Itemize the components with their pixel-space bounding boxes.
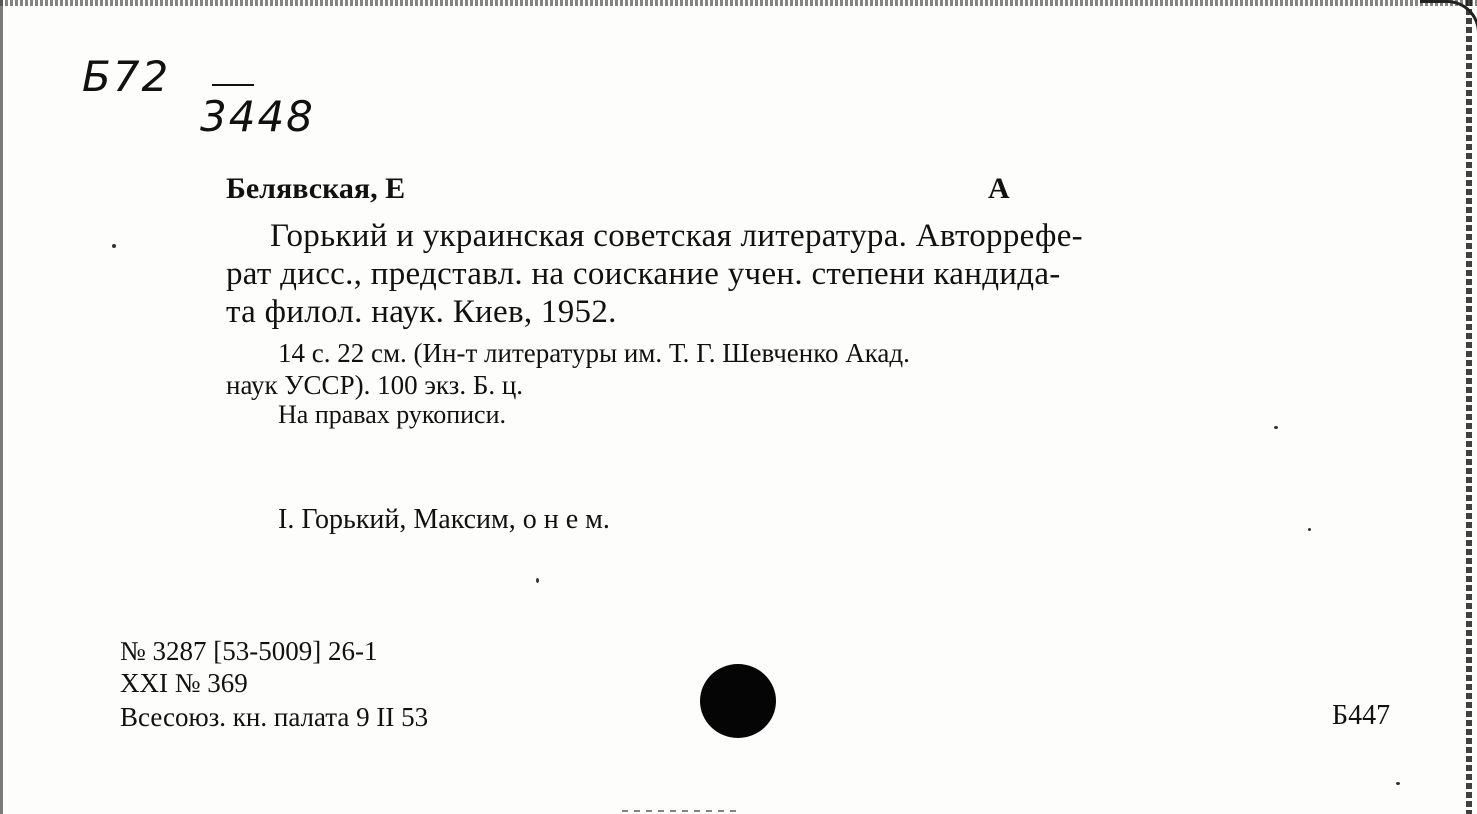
catalog-series-line: XXI № 369 <box>120 668 248 698</box>
title-line: рат дисс., представл. на соискание учен. степени кандида- <box>226 256 1061 292</box>
punch-hole <box>700 664 776 738</box>
bottom-edge-mark <box>622 810 742 812</box>
speck <box>1396 782 1400 785</box>
speck <box>112 244 116 248</box>
catalog-publisher-line: Всесоюз. кн. палата 9 II 53 <box>120 702 429 732</box>
subject-heading: I. Горький, Максим, о н е м. <box>278 504 610 535</box>
rights-note: На правах рукописи. <box>278 400 506 429</box>
handwritten-shelfmark-2: 3448 <box>200 92 315 141</box>
author-heading: Белявская, Е <box>226 172 406 205</box>
description-line: наук УССР). 100 экз. Б. ц. <box>226 370 524 400</box>
title-line: та филол. наук. Киев, 1952. <box>226 294 617 330</box>
handwritten-shelfmark-1: Б72 <box>82 52 171 101</box>
catalog-code: Б447 <box>1332 700 1391 731</box>
class-mark: А <box>988 172 1010 205</box>
handwritten-bar <box>212 84 254 86</box>
speck <box>1308 528 1311 531</box>
speck <box>536 578 539 583</box>
speck <box>1274 426 1278 429</box>
card-left-edge <box>0 0 3 814</box>
card-top-edge <box>0 0 1477 6</box>
card-right-edge <box>1466 0 1472 814</box>
title-line: Горький и украинская советская литература. Авторрефе- <box>270 218 1083 254</box>
description-line: 14 с. 22 см. (Ин-т литературы им. Т. Г. Шевченко Акад. <box>278 338 910 368</box>
catalog-number-line: № 3287 [53-5009] 26-1 <box>120 636 378 666</box>
